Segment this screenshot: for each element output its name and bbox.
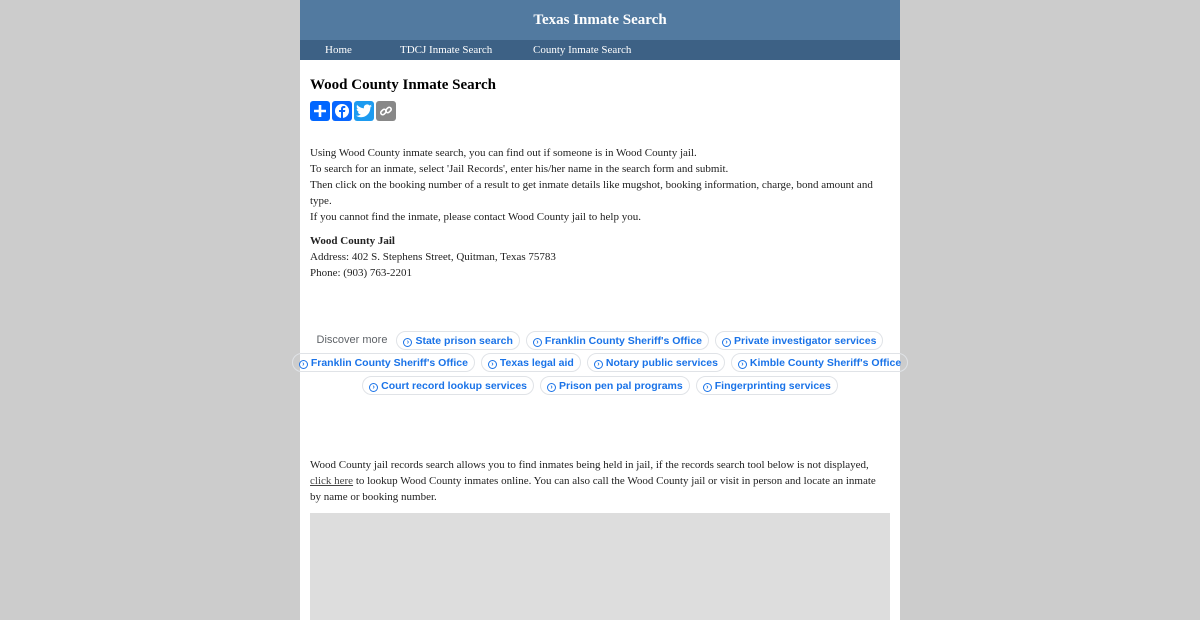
- circle-arrow-icon: ›: [369, 383, 378, 392]
- discover-pill[interactable]: [587, 353, 725, 372]
- nav-bar: [300, 40, 900, 60]
- circle-arrow-icon: ›: [547, 383, 556, 392]
- jail-address: Address: 402 S. Stephens Street, Quitman, Texas 75783: [310, 251, 556, 263]
- discover-pill-label: Franklin County Sheriff's Office: [544, 334, 703, 347]
- circle-arrow-icon: ›: [703, 383, 712, 392]
- discover-pill[interactable]: [715, 331, 883, 350]
- circle-arrow-icon: ›: [403, 338, 412, 347]
- discover-pill-label: Prison pen pal programs: [559, 379, 683, 392]
- discover-pill[interactable]: [540, 376, 690, 395]
- site-header: Texas Inmate Search: [300, 0, 900, 40]
- jail-name: Wood County Jail: [310, 235, 395, 247]
- intro-line: Using Wood County inmate search, you can find out if someone is in Wood County jail.: [310, 147, 697, 159]
- circle-arrow-icon: ›: [533, 338, 542, 347]
- search-tool-frame[interactable]: [310, 513, 890, 620]
- intro-line: Then click on the booking number of a result to get inmate details like mugshot, booking information, charge, bond amount and type.: [310, 179, 873, 207]
- intro-line: If you cannot find the inmate, please contact Wood County jail to help you.: [310, 211, 641, 223]
- intro-text: [310, 145, 890, 225]
- share-plus-icon[interactable]: [310, 101, 330, 121]
- nav-home[interactable]: Home: [325, 44, 352, 56]
- share-buttons: [310, 101, 890, 121]
- click-here-link[interactable]: click here: [310, 475, 354, 487]
- discover-pill-label: Private investigator services: [734, 334, 877, 347]
- discover-pill-label: Kimble County Sheriff's Office: [749, 357, 902, 369]
- discover-pill[interactable]: [696, 376, 838, 395]
- discover-pill[interactable]: [292, 353, 475, 372]
- circle-arrow-icon: ›: [594, 360, 603, 369]
- nav-county-inmate-search[interactable]: County Inmate Search: [533, 44, 632, 56]
- jail-info: [310, 233, 890, 281]
- discover-pill-label: Fingerprinting services: [714, 379, 831, 392]
- discover-pill-label: Notary public services: [605, 357, 718, 369]
- discover-pill[interactable]: [396, 331, 519, 350]
- discover-pill[interactable]: [731, 353, 908, 372]
- intro-line: To search for an inmate, select 'Jail Records', enter his/her name in the search form and submit.: [310, 163, 729, 175]
- discover-pill[interactable]: [526, 331, 709, 350]
- discover-pill-label: Texas legal aid: [499, 357, 574, 369]
- circle-arrow-icon: ›: [722, 338, 731, 347]
- jail-phone: Phone: (903) 763-2201: [310, 267, 413, 279]
- discover-pill[interactable]: [481, 353, 581, 372]
- records-text: [310, 457, 885, 505]
- discover-row: [300, 374, 900, 396]
- page-title: Wood County Inmate Search: [310, 77, 496, 93]
- copy-link-icon[interactable]: [376, 101, 396, 121]
- nav-tdcj-inmate-search[interactable]: TDCJ Inmate Search: [400, 44, 493, 56]
- discover-row: [300, 329, 900, 351]
- circle-arrow-icon: ›: [299, 360, 308, 369]
- discover-pill-label: State prison search: [415, 334, 513, 347]
- discover-more: [300, 329, 900, 397]
- records-text-after: to lookup Wood County inmates online. You can also call the Wood County jail or visit in person and locate an inmate by name or booking number.: [310, 475, 876, 503]
- discover-pill-label: Court record lookup services: [381, 379, 528, 392]
- records-text-before: Wood County jail records search allows you to find inmates being held in jail, if the records search tool below is not displayed,: [310, 459, 869, 471]
- discover-pill[interactable]: [362, 376, 534, 395]
- discover-row: [300, 352, 900, 374]
- circle-arrow-icon: ›: [488, 360, 497, 369]
- discover-pill-label: Franklin County Sheriff's Office: [310, 357, 468, 369]
- page: [300, 0, 900, 620]
- facebook-icon[interactable]: [332, 101, 352, 121]
- discover-label: Discover more: [316, 334, 388, 346]
- circle-arrow-icon: ›: [738, 360, 747, 369]
- twitter-icon[interactable]: [354, 101, 374, 121]
